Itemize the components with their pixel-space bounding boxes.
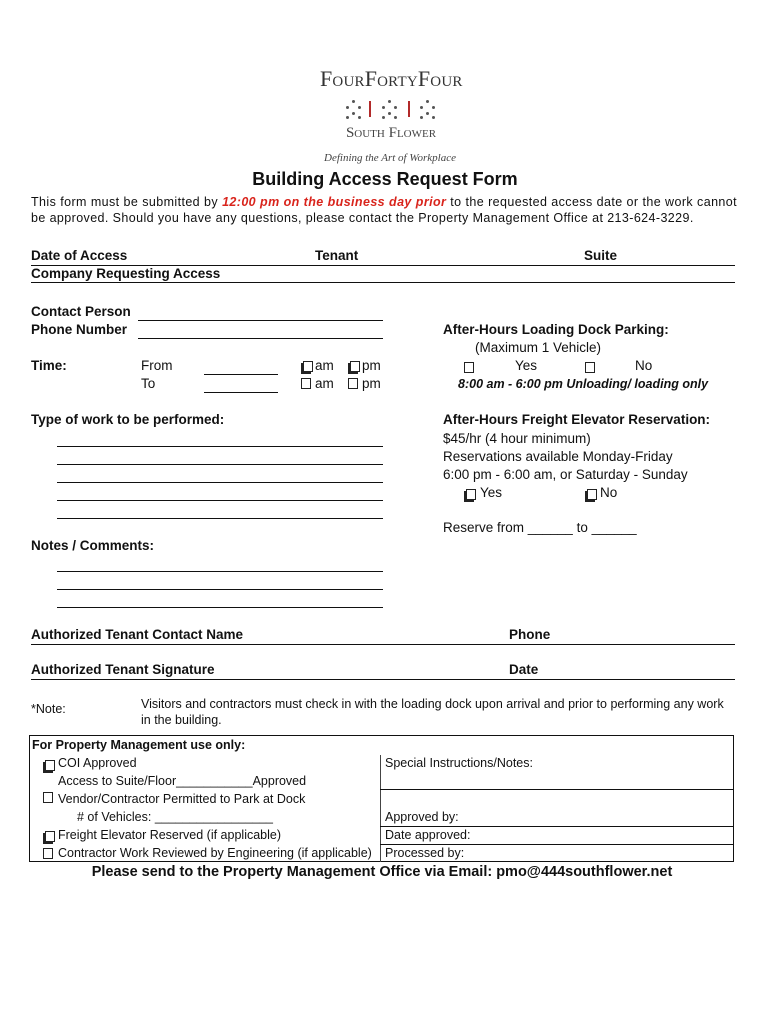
engineering-label: Contractor Work Reviewed by Engineering (if applicable) (58, 846, 372, 860)
elevator-no-label: No (600, 485, 618, 500)
logo-line1: FourFortyFour (320, 66, 463, 91)
work-line-4[interactable] (57, 500, 383, 501)
engineering-checkbox[interactable] (43, 848, 53, 859)
notes-line-3[interactable] (57, 607, 383, 608)
intro-paragraph (31, 194, 737, 226)
dock-yes-checkbox[interactable] (464, 362, 474, 373)
company-line[interactable] (31, 282, 735, 283)
phone-number-label: Phone Number (31, 322, 128, 337)
contact-person-line[interactable] (138, 320, 383, 321)
pm-box-title: For Property Management use only: (32, 738, 246, 752)
to-pm-checkbox[interactable] (348, 378, 358, 389)
date-approved-line[interactable] (380, 844, 734, 845)
notes-label: Notes / Comments: (31, 538, 155, 553)
dock-hours: 8:00 am - 6:00 pm Unloading/ loading only (458, 377, 709, 391)
date-label: Date (509, 662, 539, 677)
to-time-line[interactable] (204, 392, 278, 393)
company-label: Company Requesting Access (31, 266, 221, 281)
intro-part2: to the requested access date or the work cannot be approved. Should you have any questions, please contact the Property Management Office at 213-624-3229. (31, 195, 737, 225)
vehicles-label: # of Vehicles: _________________ (77, 810, 274, 824)
intro-part1: This form must be submitted by (31, 195, 219, 209)
notes-line-1[interactable] (57, 571, 383, 572)
logo-line2: South Flower (345, 125, 437, 141)
dock-yes-label: Yes (515, 358, 538, 373)
vendor-label: Vendor/Contractor Permitted to Park at Dock (58, 792, 306, 806)
coi-label: COI Approved (58, 756, 137, 770)
note-text-1: Visitors and contractors must check in with the loading dock upon arrival and prior to performing any work (141, 697, 724, 711)
note-text-2: in the building. (141, 713, 222, 727)
freight-checkbox[interactable] (45, 831, 55, 842)
dock-no-checkbox[interactable] (585, 362, 595, 373)
pm-box-divider (380, 755, 381, 862)
elevator-avail-2: 6:00 pm - 6:00 am, or Saturday - Sunday (443, 467, 688, 482)
phone-number-line[interactable] (138, 338, 383, 339)
dock-title: After-Hours Loading Dock Parking: (443, 322, 669, 337)
from-pm-checkbox[interactable] (350, 361, 360, 372)
work-line-5[interactable] (57, 518, 383, 519)
coi-checkbox[interactable] (45, 760, 55, 771)
auth-signature-line[interactable] (31, 679, 735, 680)
elevator-reserve[interactable]: Reserve from ______ to ______ (443, 520, 637, 535)
to-pm-label: pm (362, 376, 381, 391)
note-label: *Note: (31, 702, 66, 716)
elevator-rate: $45/hr (4 hour minimum) (443, 431, 591, 446)
suite-label: Suite (584, 248, 618, 263)
notes-line-2[interactable] (57, 589, 383, 590)
auth-signature-label: Authorized Tenant Signature (31, 662, 215, 677)
tenant-label: Tenant (315, 248, 359, 263)
date-approved-label: Date approved: (385, 828, 471, 842)
from-am-label: am (315, 358, 334, 373)
time-label: Time: (31, 358, 67, 373)
from-am-checkbox[interactable] (303, 361, 313, 372)
from-time-line[interactable] (204, 374, 278, 375)
elevator-no-checkbox[interactable] (587, 489, 597, 500)
elevator-title: After-Hours Freight Elevator Reservation: (443, 412, 711, 427)
elevator-avail-1: Reservations available Monday-Friday (443, 449, 673, 464)
to-label: To (141, 376, 156, 391)
access-approved-label: Access to Suite/Floor___________Approved (58, 774, 307, 788)
from-pm-label: pm (362, 358, 381, 373)
to-am-checkbox[interactable] (301, 378, 311, 389)
approved-by-label: Approved by: (385, 810, 459, 824)
dock-no-label: No (635, 358, 653, 373)
from-label: From (141, 358, 173, 373)
work-line-2[interactable] (57, 464, 383, 465)
work-line-1[interactable] (57, 446, 383, 447)
to-am-label: am (315, 376, 334, 391)
work-line-3[interactable] (57, 482, 383, 483)
type-of-work-label: Type of work to be performed: (31, 412, 225, 427)
logo-tagline: Defining the Art of Workplace (324, 152, 456, 164)
elevator-yes-label: Yes (480, 485, 503, 500)
special-instructions-label: Special Instructions/Notes: (385, 756, 533, 770)
special-instructions-line[interactable] (380, 789, 734, 790)
contact-person-label: Contact Person (31, 304, 131, 319)
phone-label: Phone (509, 627, 551, 642)
vendor-checkbox[interactable] (43, 792, 53, 803)
freight-label: Freight Elevator Reserved (if applicable) (58, 828, 282, 842)
dock-subtitle: (Maximum 1 Vehicle) (475, 340, 602, 355)
auth-contact-label: Authorized Tenant Contact Name (31, 627, 244, 642)
intro-deadline: 12:00 pm on the business day prior (222, 195, 447, 209)
elevator-yes-checkbox[interactable] (466, 489, 476, 500)
approved-by-line[interactable] (380, 826, 734, 827)
auth-contact-line[interactable] (31, 644, 735, 645)
footer-instruction: Please send to the Property Management Office via Email: pmo@444southflower.net (91, 864, 673, 880)
form-title: Building Access Request Form (252, 169, 518, 189)
date-of-access-label: Date of Access (31, 248, 128, 263)
processed-by-label: Processed by: (385, 846, 465, 860)
